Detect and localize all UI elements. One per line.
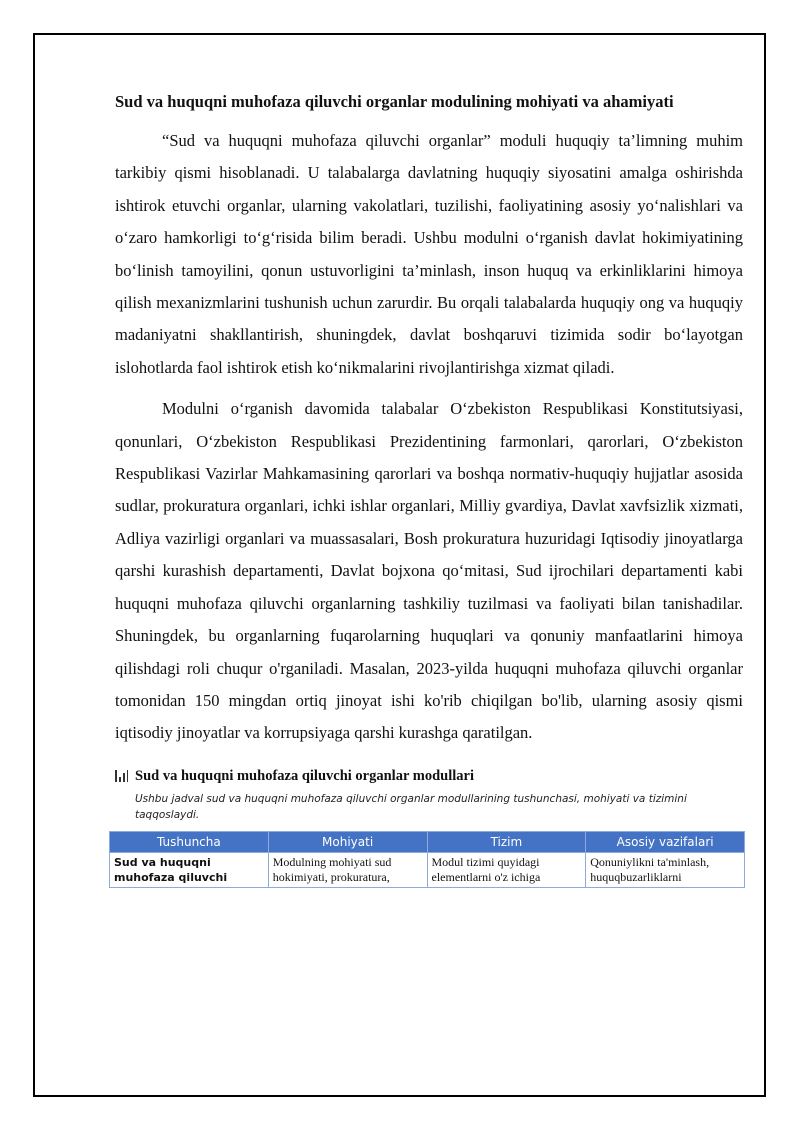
table-cell: Qonuniylikni ta'minlash, huquqbuzarliklarni [586,852,745,887]
paragraph-2: Modulni o‘rganish davomida talabalar O‘zbekiston Respublikasi Konstitutsiyasi, qonunlari, O‘zbekiston Respublikasi Prezidentining farmonlari, qarorlari, O‘zbekiston Respublikasi Vazirlar Mahkamasining qarorlari va boshqa normativ-huquqiy hujjatlar asosida sudlar, prokuratura organlari, ichki ishlar organlari, Milliy gvardiya, Davlat xavfsizlik xizmati, Adliya vazirligi organlari va muassasalari, Bosh prokuratura huzuridagi Iqtisodiy jinoyatlarga qarshi kurashish departamenti, Davlat bojxona qo‘mitasi, Sud ijrochilari departamenti kabi huquqni muhofaza qiluvchi organlarning tashkiliy tuzilmasi va faoliyati bilan tanishadilar. Shuningdek, bu organlarning fuqarolarning huquqlari va qonuniy manfaatlarini himoya qilishdagi roli chuqur o'rganiladi. Masalan, 2023-yilda huquqni muhofaza qiluvchi organlar tomonidan 150 mingdan ortiq jinoyat ishi ko'rib chiqilgan bo'lib, ularning asosiy qismi iqtisodiy jinoyatlar va korrupsiyaga qarshi kurashga qaratilgan. [115,399,743,743]
paragraph-1: “Sud va huquqni muhofaza qiluvchi organlar” moduli huquqiy ta’limning muhim tarkibiy qismi hisoblanadi. U talabalarga davlatning huquqiy siyosatini amalga oshirishda ishtirok etuvchi organlar, ularning vakolatlari, tuzilishi, faoliyatining asosiy yo‘nalishlari va o‘zaro hamkorligi to‘g‘risida bilim beradi. Ushbu modulni o‘rganish davlat hokimiyatining bo‘linish tamoyilini, qonun ustuvorligini ta’minlash, inson huquq va erkinliklarini himoya qilish mexanizmlarini tushunish uchun zarurdir. Bu orqali talabalarda huquqiy ong va huquqiy madaniyatni shakllantirish, shuningdek, davlat boshqaruvi tizimida sodir bo‘layotgan islohotlarda faol ishtirok etish ko‘nikmalarini rivojlantirishga xizmat qiladi. [115,131,743,377]
table-description: Ushbu jadval sud va huquqni muhofaza qiluvchi organlar modullarining tushunchasi, mohiyati va tizimini taqqoslaydi. [135,792,687,821]
modules-table [109,831,745,888]
table-cell: Modul tizimi quyidagi elementlarni o'z ichiga [427,852,586,887]
table-cell: Modulning mohiyati sud hokimiyati, prokuratura, [268,852,427,887]
header-tizim: Tizim [427,831,586,852]
table-title-text: Sud va huquqni muhofaza qiluvchi organlar modullari [135,767,474,784]
document-body [115,90,743,888]
header-tushuncha: Tushuncha [110,831,269,852]
section-heading: Sud va huquqni muhofaza qiluvchi organlar modulining mohiyati va ahamiyati [115,92,674,111]
bar-chart-icon [115,770,129,782]
header-mohiyati: Mohiyati [268,831,427,852]
header-asosiy-vazifalari: Asosiy vazifalari [586,831,745,852]
table-title [115,768,743,785]
table-cell: Sud va huquqni muhofaza qiluvchi [110,852,269,887]
table-header-row [110,831,745,852]
table-row [110,852,745,887]
